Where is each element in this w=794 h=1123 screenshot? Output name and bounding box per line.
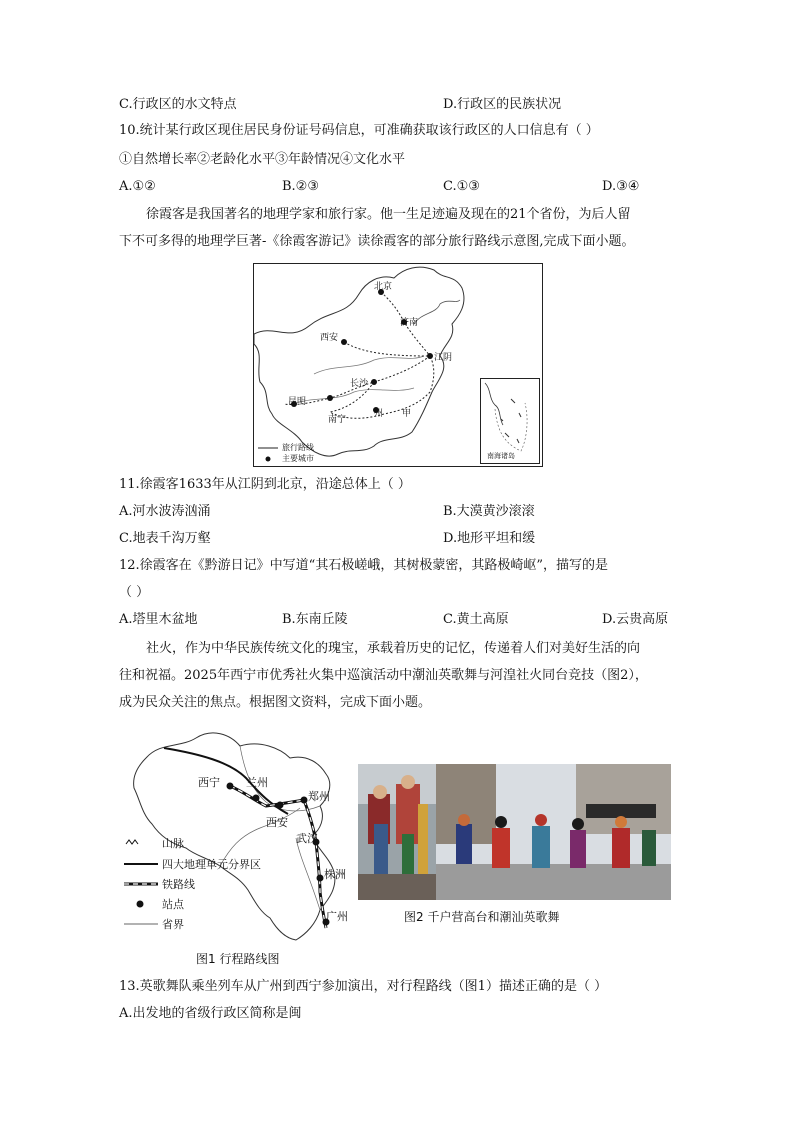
q10-option-b: B.②③: [282, 179, 319, 194]
label-wuhan: 武汉: [296, 832, 318, 845]
station-lanzhou: [253, 795, 260, 802]
q10-option-d: D.③④: [602, 179, 640, 194]
label-jia: 甲: [402, 409, 412, 419]
label-zhengzhou: 郑州: [308, 790, 330, 803]
legend-mountain-label: 山脉: [162, 837, 184, 850]
legend-boundary-label: 四大地理单元分界区: [162, 858, 261, 871]
city-dot-changsha: [371, 379, 377, 385]
photo-caption: 图2 千户营高台和潮汕英歌舞: [404, 910, 560, 924]
q11-stem: 11.徐霞客1633年从江阴到北京，沿途总体上（ ）: [119, 477, 411, 492]
legend-railway-label: 铁路线: [162, 878, 195, 891]
gaotai-photo-svg: [358, 764, 436, 900]
legend-station-label: 站点: [162, 898, 184, 911]
legend-route-label: 旅行路线: [282, 443, 314, 452]
station-zhengzhou: [301, 797, 308, 804]
inset-label: 南海诸岛: [487, 452, 515, 460]
city-dot-jiangyin: [427, 353, 433, 359]
legend-city-label: 主要城市: [282, 454, 314, 463]
label-xian-2: 西安: [266, 816, 288, 829]
q9-option-c: C.行政区的水文特点: [119, 97, 237, 112]
legend-mountain-symbol: [126, 840, 138, 844]
q9-option-d: D.行政区的民族状况: [443, 97, 562, 112]
station-xining: [227, 783, 234, 790]
label-guangzhou: 广州: [326, 910, 348, 923]
south-china-sea-inset: [480, 378, 540, 464]
station-xian: [277, 802, 284, 809]
city-dot-xian: [341, 339, 347, 345]
q12-stem: 12.徐霞客在《黔游日记》中写道“其石极嵯峨，其树极蒙密，其路极崎岖”，描写的是: [119, 558, 608, 573]
q11-option-c: C.地表千沟万壑: [119, 531, 211, 546]
inset-islands: [501, 399, 521, 443]
label-jinan: 济南: [400, 318, 419, 328]
passage2-line1: 社火，作为中华民族传统文化的瑰宝，承载着历史的记忆，传递着人们对美好生活的向: [146, 641, 641, 656]
itinerary-map-svg: [120, 718, 356, 944]
xu-xiake-route-map: [253, 263, 543, 467]
q13-option-a: A.出发地的省级行政区简称是闽: [119, 1006, 302, 1021]
coast-detail: [414, 300, 460, 324]
q12-option-c: C.黄土高原: [443, 612, 509, 627]
legend-station-symbol: [137, 901, 144, 908]
map2-caption: 图1 行程路线图: [196, 952, 280, 966]
label-xining: 西宁: [198, 776, 220, 789]
city-dot-nanning: [327, 395, 333, 401]
route-west: [344, 342, 430, 356]
yingge-dance-photo: [436, 764, 671, 900]
q10-stem: 10.统计某行政区现住居民身份证号码信息，可准确获取该行政区的人口信息有（ ）: [119, 123, 599, 138]
q12-option-d: D.云贵高原: [602, 612, 669, 627]
label-xian: 西安: [320, 333, 339, 343]
legend-city-dot: [266, 457, 271, 462]
label-zhou: 州: [374, 409, 384, 419]
q11-option-b: B.大漠黄沙滚滚: [443, 504, 535, 519]
legend-province-label: 省界: [162, 918, 184, 931]
inset-coast: [485, 383, 503, 425]
yingge-dance-photo-svg: [436, 764, 671, 900]
q10-items: ①自然增长率②老龄化水平③年龄情况④文化水平: [119, 152, 406, 167]
label-lanzhou: 兰州: [246, 776, 268, 789]
label-nanning: 南宁: [328, 415, 347, 425]
gaotai-photo: [358, 764, 436, 900]
q13-stem: 13.英歌舞队乘坐列车从广州到西宁参加演出，对行程路线（图1）描述正确的是（ ）: [119, 979, 608, 994]
q12-paren: （ ）: [119, 585, 150, 600]
q12-option-a: A.塔里木盆地: [119, 612, 198, 627]
q12-option-b: B.东南丘陵: [282, 612, 348, 627]
label-jiangyin: 江阴: [434, 353, 453, 363]
label-kunming: 昆明: [288, 397, 307, 407]
q11-option-a: A.河水波涛汹涌: [119, 504, 211, 519]
passage2-line2: 往和祝福。2025年西宁市优秀社火集中巡演活动中潮汕英歌舞与河湟社火同台竞技（图2），: [119, 668, 648, 683]
itinerary-map: [120, 718, 356, 970]
inset-dash-line: [495, 403, 527, 451]
q10-option-c: C.①③: [443, 179, 480, 194]
label-beijing: 北京: [374, 282, 393, 292]
passage2-line3: 成为民众关注的焦点。根据图文资料，完成下面小题。: [119, 695, 432, 710]
passage1-line2: 下不可多得的地理学巨著-《徐霞客游记》读徐霞客的部分旅行路线示意图,完成下面小题。: [119, 234, 635, 249]
station-zhuzhou: [317, 875, 324, 882]
q11-option-d: D.地形平坦和缓: [443, 531, 536, 546]
river-line: [314, 356, 424, 374]
label-zhuzhou: 株洲: [324, 868, 346, 881]
q10-option-a: A.①②: [119, 179, 156, 194]
passage1-line1: 徐霞客是我国著名的地理学家和旅行家。他一生足迹遍及现在的21个省份，为后人留: [146, 207, 631, 222]
label-changsha: 长沙: [350, 379, 369, 389]
